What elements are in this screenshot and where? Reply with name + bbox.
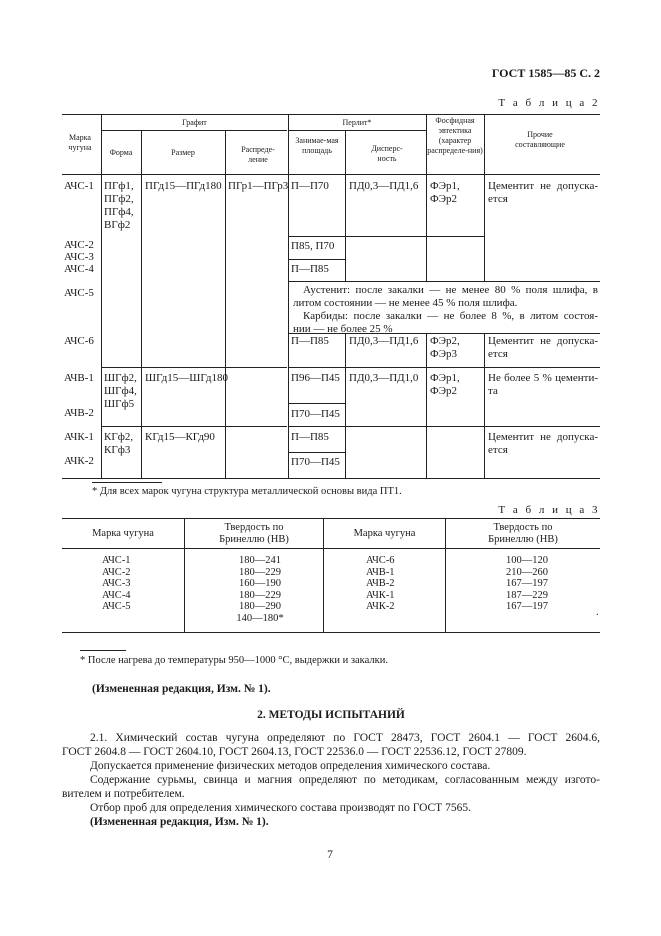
table-cell: 210—260 xyxy=(506,566,548,578)
table2-header-grade: Марка чугуна xyxy=(68,133,92,152)
achs5-note xyxy=(293,284,598,336)
table2-row-rule xyxy=(289,367,600,368)
paragraph-line: Отбор проб для определения химического состава производят по ГОСТ 7565. xyxy=(90,802,471,814)
other-line: ется xyxy=(488,444,508,456)
area-cell: П—П85 xyxy=(291,335,329,347)
size-cell: ШГд15—ШГд180 xyxy=(145,372,228,384)
document-header: ГОСТ 1585—85 С. 2 xyxy=(491,66,600,80)
paragraph-line: ГОСТ 2604.8 — ГОСТ 2604.10, ГОСТ 2604.13, ГОСТ 22536.0 — ГОСТ 22536.12, ГОСТ 27809. xyxy=(62,746,527,758)
other-line: Не более 5 % цементи- xyxy=(488,372,598,384)
table-cell: 160—190 xyxy=(239,578,281,589)
achs5-note-line: Аустенит: после закалки — не менее 80 % поля шлифа, в xyxy=(303,284,598,296)
table2-row-rule xyxy=(101,426,287,427)
table2-header-border xyxy=(62,174,600,175)
grade-achs-5: АЧС-5 xyxy=(64,287,94,299)
achs5-note-line: нии — не более 25 % xyxy=(293,323,393,335)
phosphide-cell xyxy=(430,372,460,398)
form-cell xyxy=(104,372,137,411)
table-cell: 140—180* xyxy=(236,612,284,624)
footnote-rule xyxy=(92,482,162,483)
other-line: Цементит не допуска- xyxy=(488,431,598,443)
table2-col-divider xyxy=(141,130,142,478)
size-cell: ПГд15—ПГд180 xyxy=(145,180,222,192)
phosphide-cell xyxy=(430,335,460,361)
table2-header-size: Размер xyxy=(171,148,195,157)
table3-header-hardness-right xyxy=(446,522,600,545)
other-line: та xyxy=(488,385,498,397)
table2-row-rule xyxy=(289,426,600,427)
table3-right-grades xyxy=(366,555,395,613)
phosphide-line: ФЭр2 xyxy=(430,385,457,397)
table2-bottom-border xyxy=(62,478,600,479)
table2-header-area: Занимае-мая площадь xyxy=(295,136,339,155)
form-line: ШГф5 xyxy=(104,398,135,410)
other-cell xyxy=(488,431,598,457)
table-cell: АЧС-2 xyxy=(102,566,131,578)
section-body xyxy=(62,731,600,829)
table2-row-rule xyxy=(101,367,287,368)
grade-achs-1: АЧС-1 xyxy=(64,180,94,192)
table2-row-rule xyxy=(289,236,485,237)
paragraph-line: Допускается применение физических методов определения химического состава. xyxy=(90,760,491,772)
grade-achs-6: АЧС-6 xyxy=(64,335,94,347)
paragraph-line: 2.1. Химический состав чугуна определяют по ГОСТ 28473, ГОСТ 2604.1 — ГОСТ 2604.6, xyxy=(90,732,600,744)
phosphide-cell xyxy=(430,180,460,206)
grade-achs-2: АЧС-2 xyxy=(64,239,94,251)
amendment-note: (Измененная редакция, Изм. № 1). xyxy=(92,683,271,695)
form-line: ШГф4, xyxy=(104,385,137,397)
table3-top-border xyxy=(62,518,600,519)
header-line: Бринеллю (НВ) xyxy=(488,533,558,545)
table-cell: 167—197 xyxy=(506,601,548,612)
phosphide-line: ФЭр1, xyxy=(430,180,460,192)
grade-achk-1: АЧК-1 xyxy=(64,431,94,443)
table2-header-form: Форма xyxy=(109,148,133,157)
table3-right-values xyxy=(497,555,557,613)
table-cell: АЧВ-1 xyxy=(366,566,395,578)
table2-header-distribution: Распреде-ление xyxy=(241,145,275,164)
table2-col-divider xyxy=(426,333,427,478)
other-cell xyxy=(488,180,598,206)
table-cell: 167—197 xyxy=(506,578,548,589)
table-cell: 180—229 xyxy=(239,589,281,601)
table2-graphite-rule xyxy=(101,130,287,131)
table2-col-divider xyxy=(345,130,346,281)
table3-caption: Т а б л и ц а 3 xyxy=(498,504,600,516)
table2-col-divider xyxy=(101,114,102,478)
table3-header-grade-left: Марка чугуна xyxy=(92,528,154,539)
form-line: КГф2, xyxy=(104,431,134,443)
table3-footnote: * После нагрева до температуры 950—1000 °С, выдержки и закалки. xyxy=(80,655,388,666)
table2-header-pearlite: Перлит* xyxy=(342,118,372,127)
table-cell: АЧС-6 xyxy=(366,555,395,566)
table3-left-values xyxy=(230,555,290,624)
table2-header-dispersion: Дисперс-ность xyxy=(371,144,403,163)
dispersion-cell: ПД0,3—ПД1,0 xyxy=(349,372,419,384)
other-line: Цементит не допуска- xyxy=(488,335,598,347)
header-line: Твердость по xyxy=(493,522,553,533)
grade-achv-2: АЧВ-2 xyxy=(64,407,94,419)
table3-header-grade-right: Марка чугуна xyxy=(353,528,416,539)
table2-col-divider xyxy=(345,333,346,478)
phosphide-line: ФЭр2, xyxy=(430,335,460,347)
table2-col-divider xyxy=(225,130,226,478)
other-line: ется xyxy=(488,348,508,360)
form-line: ПГф2, xyxy=(104,193,134,205)
header-line: Твердость по xyxy=(224,522,284,533)
form-line: ПГф4, xyxy=(104,206,134,218)
dispersion-cell: ПД0,3—ПД1,6 xyxy=(349,180,419,192)
table3-header-hardness-left xyxy=(185,522,323,545)
paragraph-line: вителем и потребителем. xyxy=(62,788,185,800)
table3-bottom-border xyxy=(62,632,600,633)
table2-col-divider xyxy=(288,114,289,478)
other-cell xyxy=(488,335,598,361)
table-cell: 180—290 xyxy=(239,601,281,612)
form-line: ВГф2 xyxy=(104,219,131,231)
other-line: ется xyxy=(488,193,508,205)
table3-header-border xyxy=(62,548,600,549)
area-cell: П—П85 xyxy=(291,431,329,443)
table-cell: 187—229 xyxy=(506,589,548,601)
phosphide-line: ФЭр2 xyxy=(430,193,457,205)
section-title: 2. МЕТОДЫ ИСПЫТАНИЙ xyxy=(257,709,405,721)
table2-row-rule xyxy=(289,403,345,404)
header-line: Бринеллю (НВ) xyxy=(219,533,289,545)
form-line: ПГф1, xyxy=(104,180,134,192)
grade-achk-2: АЧК-2 xyxy=(64,455,94,467)
achs5-note-line: литом состоянии — не менее 45 % поля шлифа. xyxy=(293,297,518,309)
table2-header-phosphide: Фосфидная эвтектика (характер распределе-ния) xyxy=(427,116,483,155)
table2-header-graphite: Графит xyxy=(182,118,207,127)
area-cell: П—П70 xyxy=(291,180,329,192)
grade-achs-3: АЧС-3 xyxy=(64,251,94,263)
grade-achv-1: АЧВ-1 xyxy=(64,372,94,384)
table-cell: АЧС-3 xyxy=(102,578,131,589)
form-line: ШГф2, xyxy=(104,372,137,384)
form-cell xyxy=(104,431,133,457)
other-cell xyxy=(488,372,598,398)
grade-achs-4: АЧС-4 xyxy=(64,263,94,275)
other-line: Цементит не допуска- xyxy=(488,180,598,192)
table-cell: АЧК-1 xyxy=(366,589,395,601)
distribution-cell: ПГр1—ПГр3 xyxy=(228,180,289,192)
amendment-note: (Измененная редакция, Изм. № 1). xyxy=(90,816,269,828)
paragraph-line: Содержание сурьмы, свинца и магния определяют по методикам, согласованным между изгото- xyxy=(90,774,600,786)
table-cell: АЧВ-2 xyxy=(366,578,395,589)
table2-row-rule xyxy=(289,259,345,260)
area-cell: П70—П45 xyxy=(291,408,340,420)
form-cell xyxy=(104,180,134,232)
page-number: 7 xyxy=(327,849,333,861)
footnote-rule xyxy=(80,650,126,651)
stray-dot: . xyxy=(596,607,599,618)
table-cell: АЧС-1 xyxy=(102,555,131,566)
table2-footnote: * Для всех марок чугуна структура металлической основы вида ПТ1. xyxy=(92,486,402,497)
table3-left-grades xyxy=(102,555,131,613)
size-cell: КГд15—КГд90 xyxy=(145,431,215,443)
table-cell: 100—120 xyxy=(506,555,548,566)
dispersion-cell: ПД0,3—ПД1,6 xyxy=(349,335,419,347)
table-cell: АЧК-2 xyxy=(366,601,395,612)
table2-row-rule xyxy=(289,452,345,453)
area-cell: П96—П45 xyxy=(291,372,340,384)
form-line: КГф3 xyxy=(104,444,131,456)
table-cell: АЧС-5 xyxy=(102,601,131,612)
achs5-note-line: Карбиды: после закалки — не более 8 %, в литом состоя- xyxy=(303,310,598,322)
area-cell: П85, П70 xyxy=(291,240,335,252)
table-cell: 180—241 xyxy=(239,555,281,566)
table2-pearlite-rule xyxy=(289,130,426,131)
area-cell: П—П85 xyxy=(291,263,329,275)
area-cell: П70—П45 xyxy=(291,456,340,468)
phosphide-line: ФЭр3 xyxy=(430,348,457,360)
table2-col-divider xyxy=(484,333,485,478)
table2-row-rule xyxy=(289,281,600,282)
table2-caption: Т а б л и ц а 2 xyxy=(498,97,600,109)
table2-top-border xyxy=(62,114,600,115)
table2-header-other: Прочие составляющие xyxy=(515,130,565,149)
table-cell: АЧС-4 xyxy=(102,589,131,601)
table2-col-divider xyxy=(484,114,485,281)
table-cell: 180—229 xyxy=(239,566,281,578)
phosphide-line: ФЭр1, xyxy=(430,372,460,384)
